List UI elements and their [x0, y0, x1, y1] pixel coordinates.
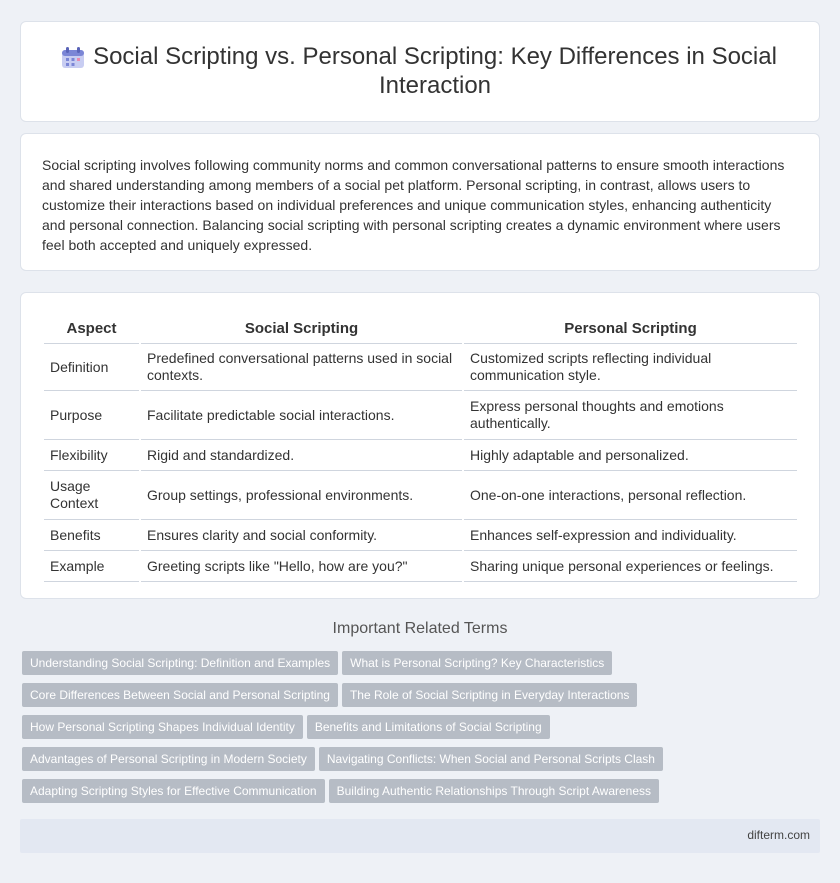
cell-aspect: Purpose	[44, 391, 139, 440]
cell-personal: Highly adaptable and personalized.	[464, 440, 797, 471]
related-term-link[interactable]: Advantages of Personal Scripting in Modern Society	[22, 747, 315, 771]
cell-social: Predefined conversational patterns used in social contexts.	[141, 344, 462, 391]
cell-personal: Enhances self-expression and individuality.	[464, 520, 797, 551]
related-term-link[interactable]: How Personal Scripting Shapes Individual Identity	[22, 715, 303, 739]
cell-personal: Customized scripts reflecting individual communication style.	[464, 344, 797, 391]
comparison-table	[42, 314, 799, 582]
related-term-link[interactable]: Adapting Scripting Styles for Effective Communication	[22, 779, 325, 803]
page-title: Social Scripting vs. Personal Scripting: Key Differences in Social Interaction	[93, 43, 777, 99]
comparison-card	[20, 292, 820, 599]
cell-aspect: Benefits	[44, 520, 139, 551]
title-card	[20, 21, 820, 122]
header-personal-scripting: Personal Scripting	[464, 314, 797, 344]
cell-social: Greeting scripts like "Hello, how are you?"	[141, 551, 462, 582]
cell-personal: One-on-one interactions, personal reflection.	[464, 471, 797, 520]
header-social-scripting: Social Scripting	[141, 314, 462, 344]
table-row	[44, 344, 797, 391]
cell-aspect: Definition	[44, 344, 139, 391]
cell-social: Ensures clarity and social conformity.	[141, 520, 462, 551]
table-row	[44, 440, 797, 471]
related-term-link[interactable]: Navigating Conflicts: When Social and Personal Scripts Clash	[319, 747, 663, 771]
related-term-link[interactable]: The Role of Social Scripting in Everyday Interactions	[342, 683, 637, 707]
cell-aspect: Usage Context	[44, 471, 139, 520]
table-row	[44, 391, 797, 440]
intro-paragraph: Social scripting involves following community norms and common conversational patterns to ensure smooth interactions and shared understanding among members of a social pet platform. Personal scripting, in contrast, allows users to customize their interactions based on individual preferences and unique communication styles, enhancing authenticity and personal connection. Balancing social scripting with personal scripting creates a dynamic environment where users feel both accepted and uniquely expressed.	[42, 157, 785, 253]
intro-card	[20, 133, 820, 271]
cell-personal: Sharing unique personal experiences or feelings.	[464, 551, 797, 582]
related-term-link[interactable]: Core Differences Between Social and Personal Scripting	[22, 683, 338, 707]
related-terms-heading: Important Related Terms	[332, 620, 508, 637]
related-term-link[interactable]: Benefits and Limitations of Social Scripting	[307, 715, 550, 739]
related-term-link[interactable]: Building Authentic Relationships Through Script Awareness	[329, 779, 659, 803]
cell-aspect: Example	[44, 551, 139, 582]
cell-social: Group settings, professional environments.	[141, 471, 462, 520]
table-row	[44, 520, 797, 551]
footer	[20, 819, 820, 853]
header-aspect: Aspect	[44, 314, 139, 344]
cell-personal: Express personal thoughts and emotions authentically.	[464, 391, 797, 440]
related-term-link[interactable]: Understanding Social Scripting: Definition and Examples	[22, 651, 338, 675]
table-row	[44, 551, 797, 582]
cell-social: Rigid and standardized.	[141, 440, 462, 471]
related-term-link[interactable]: What is Personal Scripting? Key Characteristics	[342, 651, 612, 675]
cell-social: Facilitate predictable social interactions.	[141, 391, 462, 440]
related-terms-list	[22, 651, 722, 811]
cell-aspect: Flexibility	[44, 440, 139, 471]
footer-site-link[interactable]: difterm.com	[747, 828, 810, 842]
table-header-row	[44, 314, 797, 344]
table-row	[44, 471, 797, 520]
